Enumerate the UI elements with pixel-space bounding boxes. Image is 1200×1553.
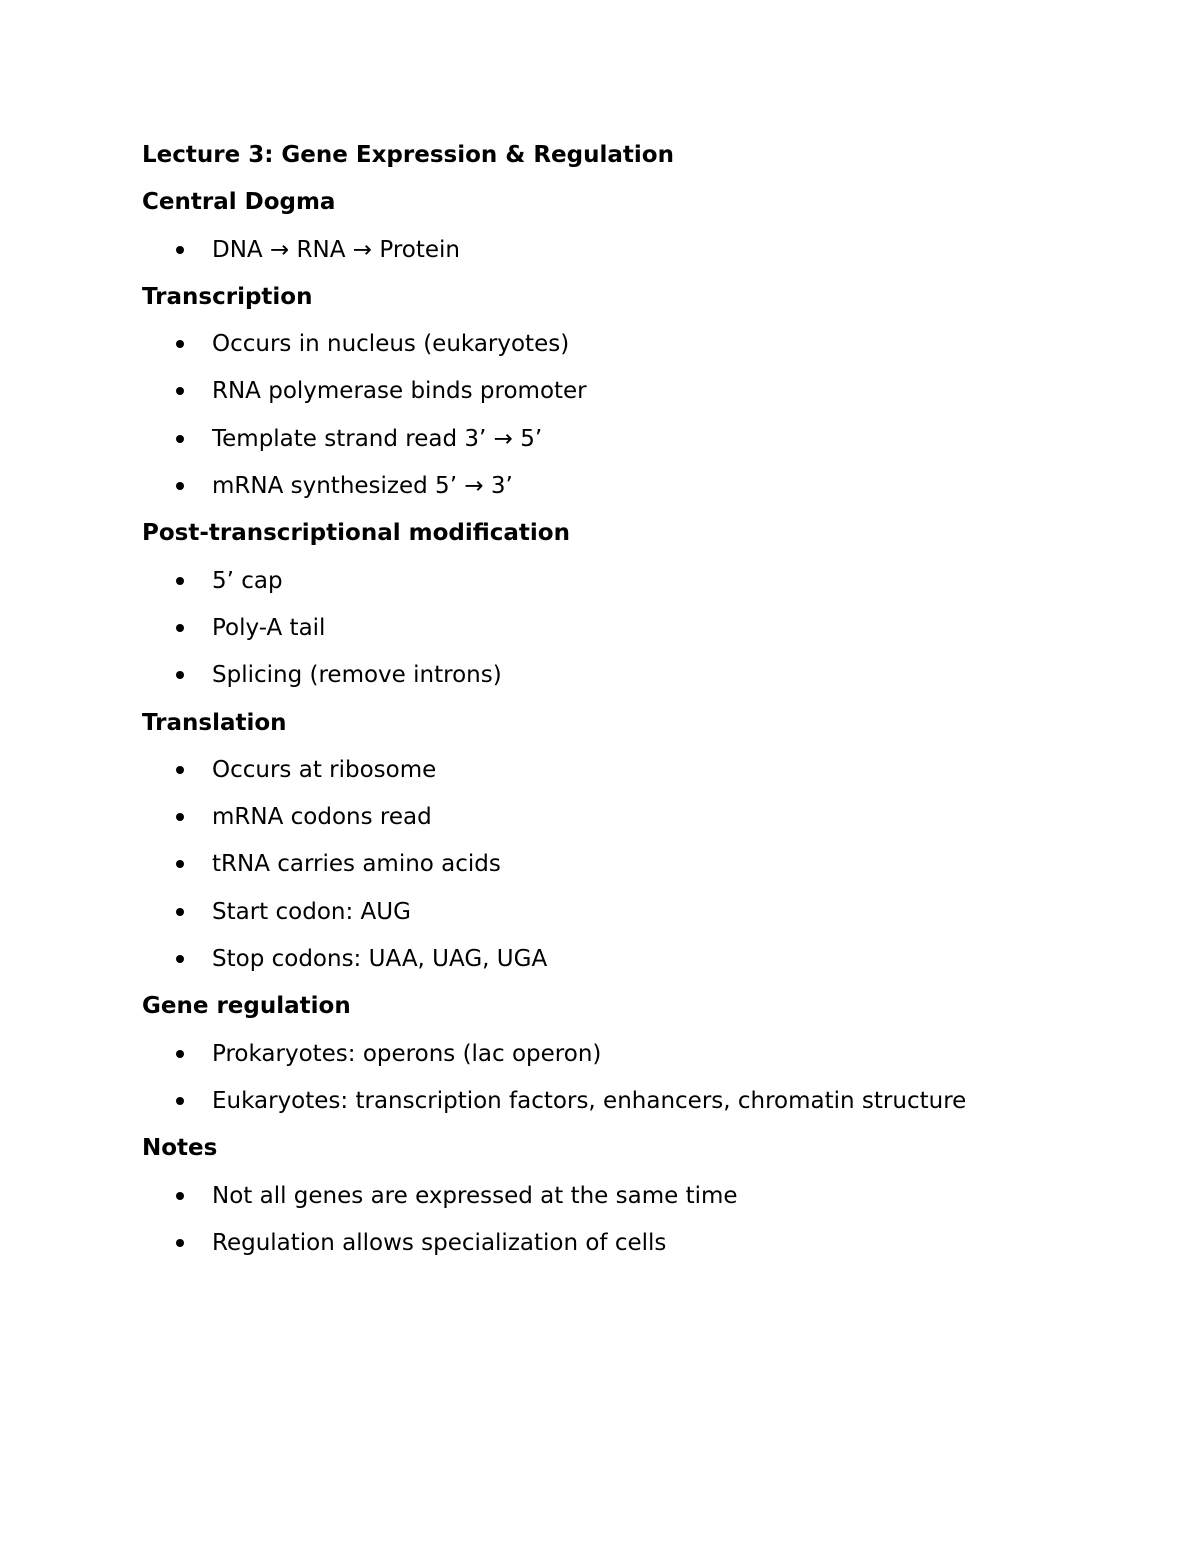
bullet-icon [176,232,184,268]
list-item-text: RNA polymerase binds promoter [212,378,587,405]
bullet-icon [176,326,184,362]
list-item-text: Template strand read 3’ → 5’ [212,425,543,452]
list-item [142,421,1082,468]
list-item [142,610,1082,657]
bullet-icon [176,846,184,882]
section-heading-central-dogma: Central Dogma [142,189,336,216]
list-item-text: mRNA codons read [212,804,432,831]
bullet-icon [176,610,184,646]
bullet-icon [176,1036,184,1072]
list-item [142,1036,1082,1083]
list-item-text: Start codon: AUG [212,898,411,925]
list-item [142,1225,1082,1272]
list-item-text: Poly-A tail [212,614,326,641]
list-item-text: Stop codons: UAA, UAG, UGA [212,946,548,973]
list-item [142,657,1082,704]
list-item-text: tRNA carries amino acids [212,851,501,878]
section-heading-notes: Notes [142,1135,218,1162]
list-item [142,232,1082,279]
bullet-icon [176,468,184,504]
bullet-icon [176,657,184,693]
bullet-icon [176,421,184,457]
list-item [142,326,1082,373]
list-item-text: Occurs at ribosome [212,756,437,783]
page-title: Lecture 3: Gene Expression & Regulation [142,142,674,168]
list-item [142,468,1082,515]
list-item [142,752,1082,799]
list-item-text: Splicing (remove introns) [212,662,502,689]
document-body [142,137,1082,1272]
bullet-icon [176,373,184,409]
list-item [142,373,1082,420]
list-item-text: Occurs in nucleus (eukaryotes) [212,331,570,358]
list-item-text: Prokaryotes: operons (lac operon) [212,1040,602,1067]
list-item [142,846,1082,893]
section-heading-translation: Translation [142,709,287,736]
list-item [142,563,1082,610]
section-heading-transcription: Transcription [142,283,313,310]
list-item-text: 5’ cap [212,567,283,594]
bullet-icon [176,1083,184,1119]
list-item-text: Regulation allows specialization of cells [212,1229,667,1256]
bullet-icon [176,894,184,930]
list-item [142,1083,1082,1130]
section-heading-post-transcriptional-modification: Post-transcriptional modification [142,520,570,547]
list-item [142,799,1082,846]
list-item-text: Not all genes are expressed at the same time [212,1182,738,1209]
bullet-icon [176,1225,184,1261]
list-item [142,1178,1082,1225]
list-item [142,941,1082,988]
bullet-icon [176,941,184,977]
bullet-icon [176,1178,184,1214]
list-item-text: mRNA synthesized 5’ → 3’ [212,473,513,500]
section-heading-gene-regulation: Gene regulation [142,993,351,1020]
bullet-icon [176,752,184,788]
bullet-icon [176,799,184,835]
list-item-text: DNA → RNA → Protein [212,236,460,263]
list-item-text: Eukaryotes: transcription factors, enhancers, chromatin structure [212,1087,967,1114]
list-item [142,894,1082,941]
bullet-icon [176,563,184,599]
